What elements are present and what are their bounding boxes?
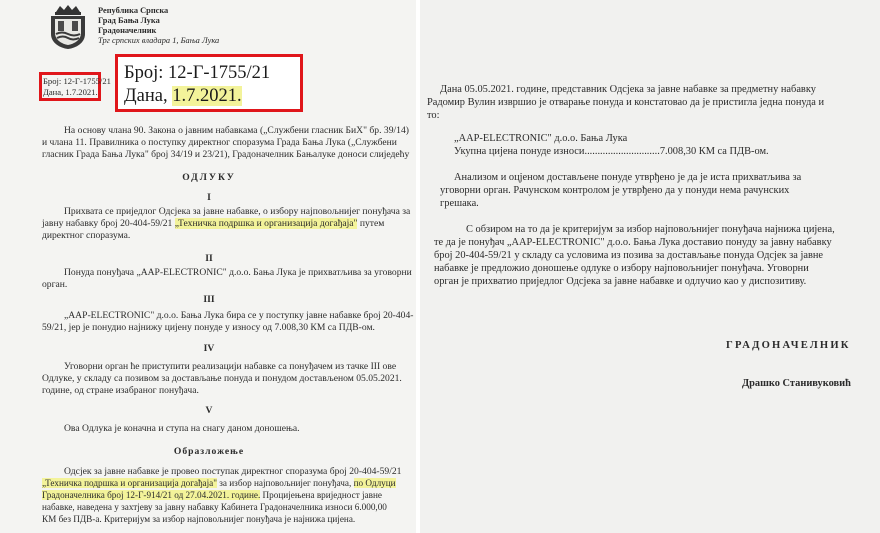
section-iii-line: 59/21, јер је понудио најнижу цијену понуде у износу од 7.008,30 КМ са ПДВ-ом.	[42, 322, 375, 333]
section-iv-line: Уговорни орган ће приступити реализацији набавке са понуђачем из тачке III ове	[64, 361, 397, 372]
bid-total-value: 7.008,30 КМ са ПДВ-ом.	[659, 146, 769, 157]
conclusion-paragraph-line: набавке је предложио доношење одлуке о избору најповољнијег понуђача. Уговорни	[434, 263, 809, 274]
conclusion-paragraph-line: број 20-404-59/21 у складу са условима из позива за достављање понуда Одсјек за јавне	[434, 250, 824, 261]
section-number: II	[205, 253, 213, 264]
reasoning-line	[42, 478, 396, 489]
right-document-page	[420, 0, 880, 533]
preamble-line: и члана 11. Правилника о поступку директног споразума Града Бања Лука („Службени	[42, 137, 397, 148]
text-segment: путем	[357, 218, 385, 229]
banja-luka-coat-of-arms-icon	[48, 4, 88, 50]
opening-paragraph-line: Дана 05.05.2021. године, представник Одсјека за јавне набавке за предметну набавку	[440, 84, 816, 95]
reasoning-title: Образложење	[173, 446, 245, 457]
enlarged-date-prefix: Дана,	[124, 86, 173, 106]
reasoning-line: КМ без ПДВ-а. Критеријум за избор најповољнијег понуђача је најнижа цијена.	[42, 514, 356, 524]
small-reference-number: Број: 12-Г-1755/21	[43, 76, 111, 86]
section-number: III	[203, 294, 215, 305]
bid-total-label: Укупна цијена понуде износи.............................	[454, 146, 660, 157]
text-segment: Процијењена вриједност јавне	[260, 490, 382, 500]
enlarged-reference-number: Број: 12-Г-1755/21	[124, 63, 271, 83]
section-number: I	[207, 192, 211, 203]
conclusion-paragraph-line: орган је прихватио приједлог Одсјека за јавне набавке и одлучио као у диспозитиву.	[434, 276, 807, 287]
conclusion-paragraph-line: те да је понуђач „AAP-ELECTRONIC" д.о.о. Бања Лука доставио понуду за јавну набавку	[434, 237, 832, 248]
reasoning-line	[42, 490, 382, 501]
left-document-page	[0, 0, 418, 533]
bidder-company: „AAP-ELECTRONIC" д.о.о. Бања Лука	[454, 133, 628, 144]
decision-title: ОДЛУКУ	[182, 172, 236, 183]
header-city: Град Бања Лука	[98, 16, 160, 25]
small-reference-date: Дана, 1.7.2021.	[43, 87, 98, 97]
section-i-line: директног споразума.	[42, 230, 131, 241]
enlarged-reference-date	[124, 85, 242, 107]
analysis-paragraph-line: Анализом и оцјеном достављене понуде утврђено је да је иста прихватљива за	[454, 172, 802, 183]
section-iii-line: „AAP-ELECTRONIC" д.о.о. Бања Лука бира се у поступку јавне набавке број 20-404-	[64, 310, 414, 321]
highlighted-procurement-title: „Техничка подршка и организација догађаја"	[42, 478, 217, 488]
signature-title: ГРАДОНАЧЕЛНИК	[726, 340, 851, 351]
enlarged-date-value: 1.7.2021.	[172, 86, 242, 106]
section-i-line	[42, 218, 384, 229]
text-segment: за избор најповољнијег понуђача,	[216, 478, 354, 488]
opening-paragraph-line: Радомир Вулин извршио је отварање понуда и констатовао да је пристигла једна понуда и	[427, 97, 825, 108]
opening-paragraph-line: то:	[427, 110, 440, 121]
header-republic: Република Српска	[98, 6, 169, 15]
section-v-line: Ова Одлука је коначна и ступа на снагу даном доношења.	[64, 423, 300, 434]
preamble-line: гласник Града Бања Лука" број 34/19 и 23/21), Градоначелник Бањалуке доноси слиједећу	[42, 149, 410, 160]
text-segment: јавну набавку број 20-404-59/21	[42, 218, 175, 229]
highlighted-decision-ref: по Одлуци	[353, 478, 396, 488]
section-ii-line: орган.	[42, 279, 68, 290]
section-number: V	[205, 405, 213, 416]
section-iv-line: године, од стране изабраног понуђача.	[42, 385, 199, 396]
conclusion-paragraph-line: С обзиром на то да је критеријум за избор најповољнијег понуђача најнижа цијена,	[466, 224, 835, 235]
reasoning-line: набавке, наведена у захтјеву за јавну набавку Кабинета Градоначелника износи 6.000,00	[42, 502, 387, 512]
preamble-line: На основу члана 90. Закона о јавним набавкама („Службени гласник БиХ" бр. 39/14)	[64, 125, 409, 136]
analysis-paragraph-line: грешака.	[440, 198, 479, 209]
reasoning-line: Одсјек за јавне набавке је провео поступак директног споразума број 20-404-59/21	[64, 466, 402, 477]
bid-total	[454, 146, 769, 159]
section-iv-line: Одлуке, у складу са позивом за достављање понуда и понудом достављеном 05.05.2021.	[42, 373, 402, 384]
header-office: Градоначелник	[98, 26, 157, 35]
analysis-paragraph-line: уговорни орган. Рачунском контролом је утврђено да у понуди нема рачунских	[440, 185, 790, 196]
signature-name: Драшко Станивуковић	[742, 378, 851, 389]
section-i-line: Прихвата се приједлог Одсјека за јавне набавке, о избору најповољнијег понуђача за	[64, 206, 411, 217]
highlighted-decision-ref: Градоначелника број 12-Г-914/21 од 27.04.2021. године.	[42, 490, 261, 500]
header-address: Трг српских владара 1, Бања Лука	[98, 36, 220, 45]
section-ii-line: Понуда понуђача „AAP-ELECTRONIC" д.о.о. Бања Лука је прихватљива за уговорни	[64, 267, 412, 278]
section-number: IV	[203, 343, 215, 354]
highlighted-procurement-title: „Техничка подршка и организација догађаја"	[174, 218, 358, 229]
